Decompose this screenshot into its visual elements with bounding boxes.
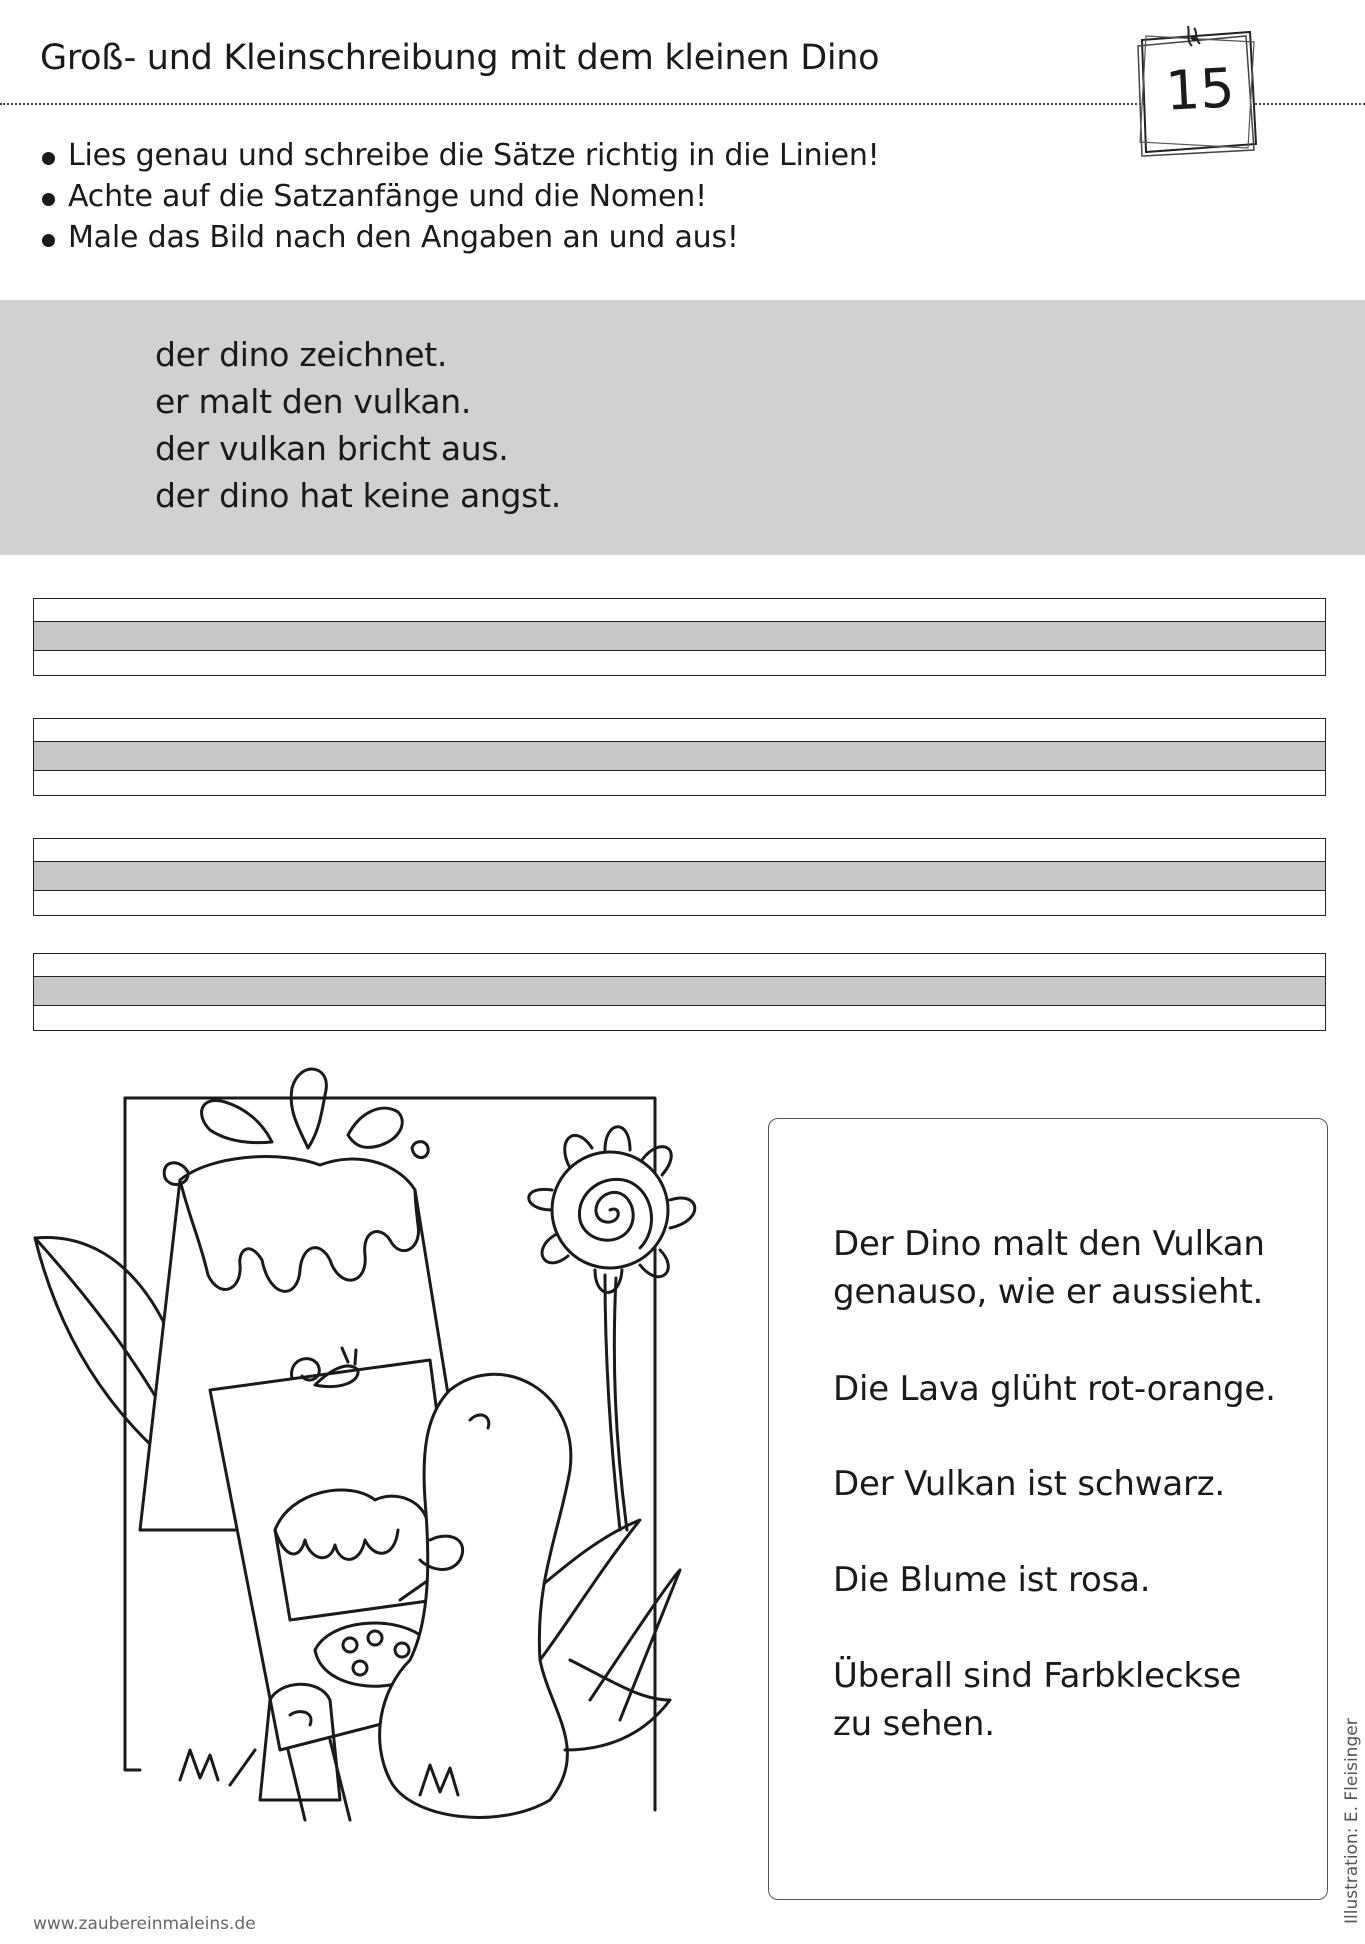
website-footer[interactable]: www.zaubereinmaleins.de [33, 1914, 256, 1934]
source-sentence: der dino zeichnet. [155, 335, 448, 374]
writing-line-set-3[interactable] [33, 838, 1326, 916]
coloring-instruction: Die Blume ist rosa. [833, 1560, 1151, 1600]
dino-coloring-illustration [30, 1060, 730, 1830]
worksheet-title: Groß- und Kleinschreibung mit dem kleinen Dino [40, 38, 880, 78]
coloring-instruction: Die Lava glüht rot-orange. [833, 1369, 1276, 1409]
source-sentence: er malt den vulkan. [155, 382, 472, 421]
illustration-credit: Illustration: E. Fleisinger [1342, 1718, 1362, 1924]
coloring-instruction: Überall sind Farbkleckse zu sehen. [833, 1656, 1242, 1744]
source-sentence: der vulkan bricht aus. [155, 429, 509, 468]
instruction-item: Achte auf die Satzanfänge und die Nomen! [40, 176, 879, 217]
page-number: 15 [1164, 56, 1236, 123]
writing-line-set-1[interactable] [33, 598, 1326, 676]
instruction-item: Male das Bild nach den Angaben an und aus! [40, 217, 879, 258]
writing-line-set-4[interactable] [33, 953, 1326, 1031]
source-sentence: der dino hat keine angst. [155, 476, 561, 515]
instruction-list [40, 135, 879, 258]
writing-line-set-2[interactable] [33, 718, 1326, 796]
coloring-instruction: Der Dino malt den Vulkan genauso, wie er aussieht. [833, 1224, 1265, 1312]
instruction-item: Lies genau und schreibe die Sätze richtig in die Linien! [40, 135, 879, 176]
coloring-instruction: Der Vulkan ist schwarz. [833, 1464, 1226, 1504]
